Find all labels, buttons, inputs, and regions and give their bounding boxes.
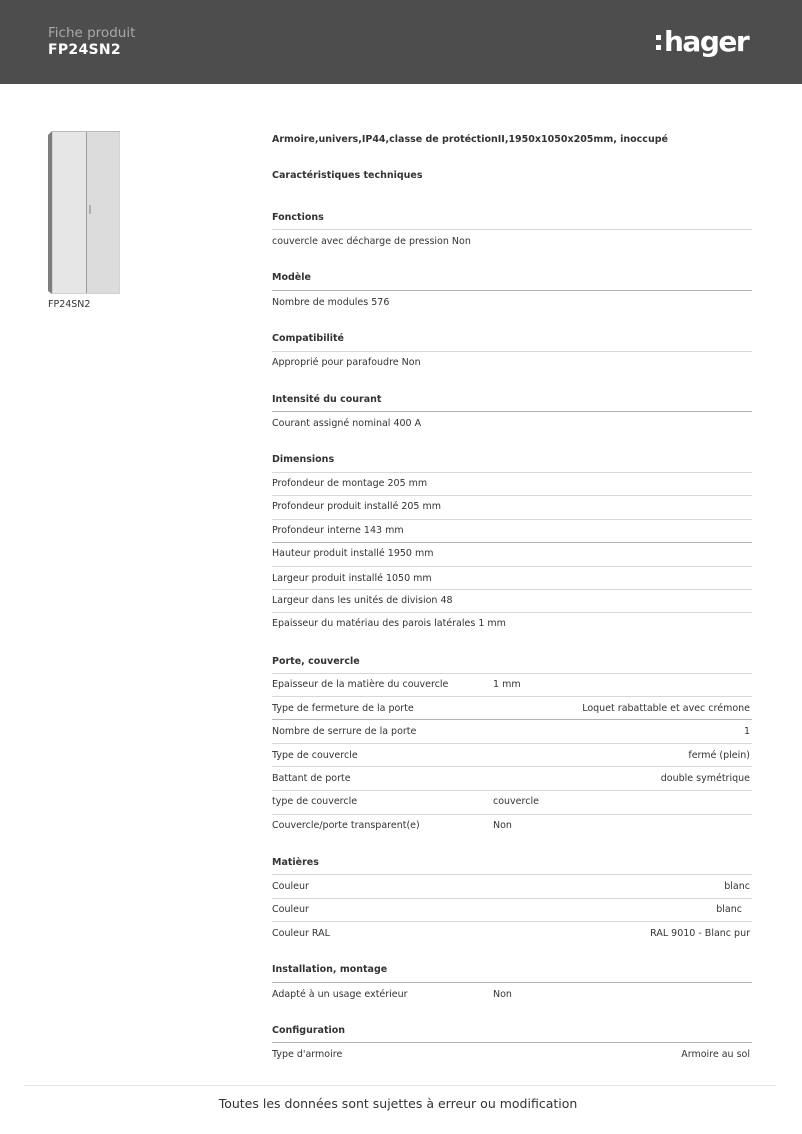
spec-value: RAL 9010 - Blanc pur (650, 928, 750, 939)
spec-value: Non (493, 820, 512, 831)
spec-label: Couleur (272, 881, 309, 892)
divider (272, 229, 752, 230)
spec-row (272, 881, 750, 895)
divider (272, 719, 752, 720)
spec-label: Nombre de serrure de la porte (272, 726, 417, 737)
spec-row (272, 357, 750, 371)
divider (272, 542, 752, 543)
spec-row (272, 989, 750, 1003)
spec-label: Adapté à un usage extérieur (272, 989, 408, 1000)
spec-text: Nombre de modules 576 (272, 297, 390, 308)
spec-row (272, 1049, 750, 1063)
divider (272, 290, 752, 291)
spec-value: Armoire au sol (681, 1049, 750, 1060)
divider (272, 766, 752, 767)
spec-value: 1 mm (493, 679, 521, 690)
divider (272, 495, 752, 496)
cabinet-product-image (48, 131, 120, 294)
spec-value: blanc (724, 881, 750, 892)
section-heading-configuration: Configuration (272, 1025, 346, 1036)
spec-row (272, 548, 750, 562)
section-heading-matieres: Matières (272, 857, 319, 868)
spec-text: Hauteur produit installé 1950 mm (272, 548, 434, 559)
spec-value: blanc (716, 904, 742, 915)
divider (272, 898, 752, 899)
divider (272, 472, 752, 473)
divider (272, 696, 752, 697)
divider (272, 921, 752, 922)
divider (272, 351, 752, 352)
logo-dots-icon (656, 35, 661, 50)
product-code: FP24SN2 (48, 42, 121, 58)
section-heading-installation: Installation, montage (272, 964, 388, 975)
hager-logo (656, 24, 748, 60)
spec-text: Courant assigné nominal 400 A (272, 418, 422, 429)
spec-row (272, 904, 750, 918)
section-heading-dimensions: Dimensions (272, 454, 335, 465)
spec-row (272, 820, 750, 834)
footer-divider (24, 1085, 776, 1086)
spec-value: couvercle (493, 796, 539, 807)
spec-text: Largeur dans les unités de division 48 (272, 595, 453, 606)
product-title: Armoire,univers,IP44,classe de protéctionII,1950x1050x205mm, inoccupé (272, 134, 668, 145)
spec-text: Profondeur interne 143 mm (272, 525, 404, 536)
spec-value: Loquet rabattable et avec crémone (582, 703, 750, 714)
logo-wordmark: hager (664, 25, 749, 58)
spec-label: Type de fermeture de la porte (272, 703, 414, 714)
spec-label: Type d'armoire (272, 1049, 343, 1060)
spec-label: Couleur RAL (272, 928, 330, 939)
image-caption: FP24SN2 (48, 299, 91, 310)
section-heading-porte: Porte, couvercle (272, 656, 360, 667)
spec-label: Couvercle/porte transparent(e) (272, 820, 420, 831)
divider (272, 743, 752, 744)
divider (272, 790, 752, 791)
spec-row (272, 573, 750, 587)
spec-row (272, 501, 750, 515)
footer-disclaimer: Toutes les données sont sujettes à erreur ou modification (218, 1096, 578, 1111)
header-bar (0, 0, 802, 84)
spec-value: Non (493, 989, 512, 1000)
spec-text: Approprié pour parafoudre Non (272, 357, 421, 368)
spec-value: double symétrique (660, 773, 750, 784)
spec-row (272, 297, 750, 311)
divider (272, 874, 752, 875)
spec-row (272, 618, 750, 632)
spec-text: Profondeur produit installé 205 mm (272, 501, 442, 512)
divider (272, 673, 752, 674)
spec-row (272, 750, 750, 764)
spec-text: Epaisseur du matériau des parois latérales 1 mm (272, 618, 506, 629)
spec-label: Battant de porte (272, 773, 351, 784)
divider (272, 982, 752, 983)
spec-label: Type de couvercle (272, 750, 358, 761)
spec-row (272, 236, 750, 250)
spec-row (272, 726, 750, 740)
section-heading-modele: Modèle (272, 272, 311, 283)
section-heading-intensite: Intensité du courant (272, 394, 382, 405)
spec-row (272, 679, 750, 693)
spec-row (272, 773, 750, 787)
spec-row (272, 703, 750, 717)
spec-label: Couleur (272, 904, 309, 915)
spec-row (272, 796, 750, 810)
spec-label: Epaisseur de la matière du couvercle (272, 679, 449, 690)
spec-text: couvercle avec décharge de pression Non (272, 236, 471, 247)
spec-value: fermé (plein) (688, 750, 750, 761)
section-heading-fonctions: Fonctions (272, 212, 324, 223)
divider (272, 612, 752, 613)
spec-value: 1 (743, 726, 750, 737)
spec-text: Largeur produit installé 1050 mm (272, 573, 432, 584)
divider (272, 814, 752, 815)
specs-heading: Caractéristiques techniques (272, 170, 423, 181)
divider (272, 589, 752, 590)
spec-row (272, 595, 750, 609)
spec-row (272, 525, 750, 539)
divider (272, 566, 752, 567)
spec-row (272, 478, 750, 492)
document-type: Fiche produit (48, 25, 136, 41)
spec-label: type de couvercle (272, 796, 358, 807)
spec-row (272, 418, 750, 432)
divider (272, 411, 752, 412)
divider (272, 519, 752, 520)
divider (272, 1042, 752, 1043)
spec-text: Profondeur de montage 205 mm (272, 478, 428, 489)
spec-row (272, 928, 750, 942)
section-heading-compatibilite: Compatibilité (272, 333, 344, 344)
